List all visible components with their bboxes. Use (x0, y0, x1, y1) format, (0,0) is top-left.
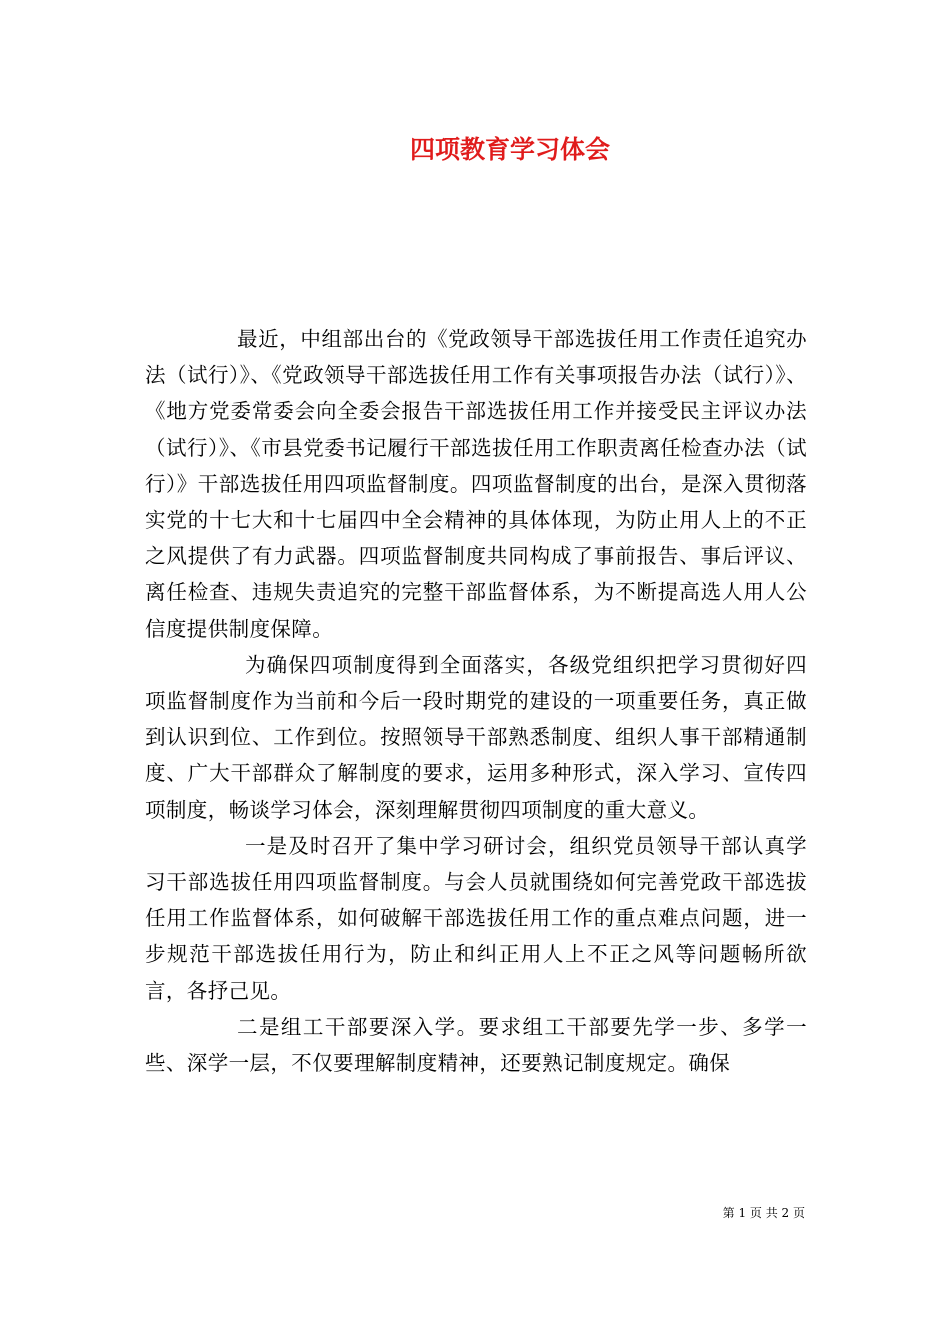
paragraph-intro: 最近，中组部出台的《党政领导干部选拔任用工作责任追究办法（试行）》、《党政领导干部选拔任用工作有关事项报告办法（试行）》、《地方党委常委会向全委会报告干部选拔任用工作并接受民主评议办法（试行）》、《市县党委书记履行干部选拔任用工作职责离任检查办法（试行）》干部选拔任用四项监督制度。四项监督制度的出台，是深入贯彻落实党的十七大和十七届四中全会精神的具体体现，为防止用人上的不正之风提供了有力武器。四项监督制度共同构成了事前报告、事后评议、离任检查、违规失责追究的完整干部监督体系，为不断提高选人用人公信度提供制度保障。 (145, 327, 807, 641)
paragraph-implementation: 为确保四项制度得到全面落实，各级党组织把学习贯彻好四项监督制度作为当前和今后一段时期党的建设的一项重要任务，真正做到认识到位、工作到位。按照领导干部熟悉制度、组织人事干部精通制度、广大干部群众了解制度的要求，运用多种形式，深入学习、宣传四项制度，畅谈学习体会，深刻理解贯彻四项制度的重大意义。 (145, 652, 807, 822)
page-number-footer: 第 1 页 共 2 页 (722, 1206, 805, 1220)
paragraph-point-two: 二是组工干部要深入学。要求组工干部要先学一步、多学一些、深学一层，不仅要理解制度精神，还要熟记制度规定。确保 (145, 1014, 807, 1076)
document-title: 四项教育学习体会 (409, 135, 610, 164)
document-body (145, 321, 807, 1081)
paragraph-point-one: 一是及时召开了集中学习研讨会，组织党员领导干部认真学习干部选拔任用四项监督制度。与会人员就围绕如何完善党政干部选拔任用工作监督体系，如何破解干部选拔任用工作的重点难点问题，进一步规范干部选拔任用行为，防止和纠正用人上不正之风等问题畅所欲言，各抒己见。 (145, 833, 807, 1003)
